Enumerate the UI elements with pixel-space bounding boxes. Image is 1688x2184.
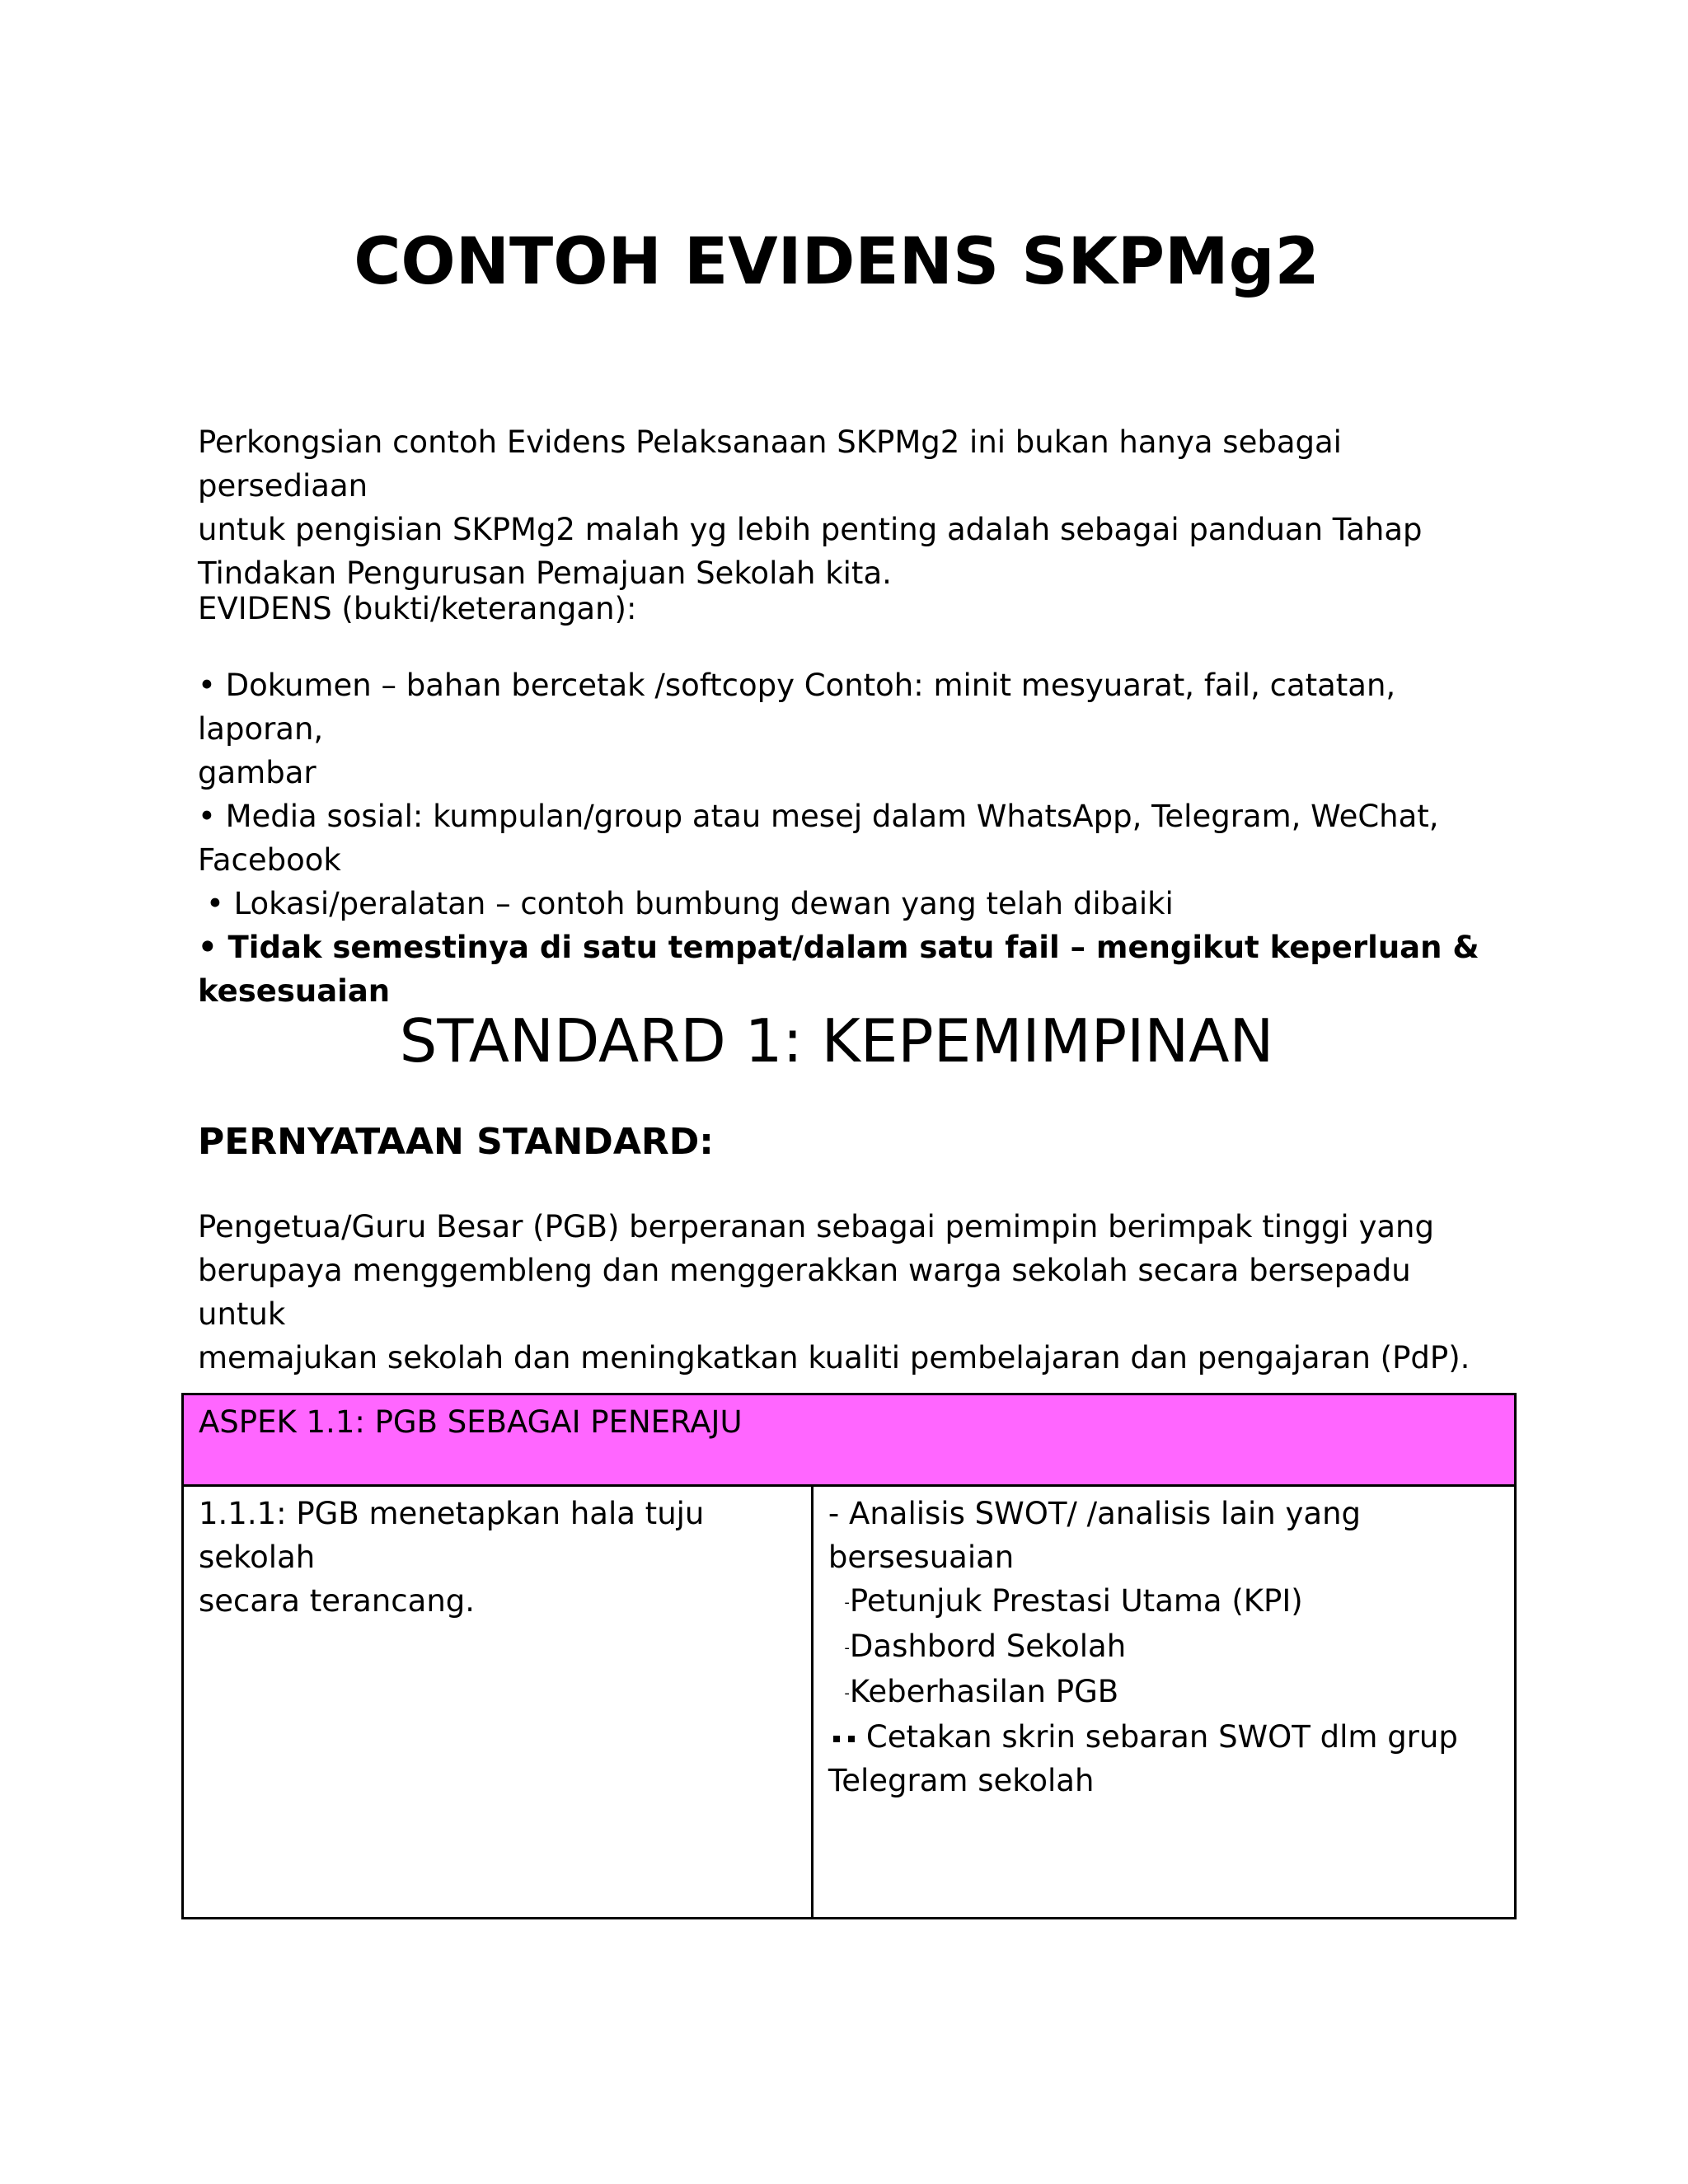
intro-line: Tindakan Pengurusan Pemajuan Sekolah kita. — [198, 555, 892, 591]
bullet-media-sosial-cont: Facebook — [198, 842, 341, 878]
bullet-lokasi-row — [198, 882, 1500, 926]
intro-paragraph — [198, 420, 1500, 595]
criteria-line: secara terancang. — [199, 1583, 476, 1619]
aspect-label: ASPEK 1.1: PGB SEBAGAI PENERAJU — [199, 1404, 743, 1440]
evidence-item-label: Petunjuk Prestasi Utama (KPI) — [849, 1583, 1303, 1619]
evidence-item-cetakan — [828, 1715, 1499, 1759]
evidence-item-dashbord — [828, 1624, 1499, 1670]
evidence-line: bersesuaian — [828, 1540, 1015, 1575]
bullet-dokumen: • Dokumen – bahan bercetak /softcopy Contoh: minit mesyuarat, fail, catatan, laporan, — [198, 668, 1396, 747]
pernyataan-heading: PERNYATAAN STANDARD: — [198, 1121, 714, 1163]
criteria-cell — [183, 1486, 813, 1919]
aspect-header-cell — [183, 1394, 1516, 1486]
evidens-heading: EVIDENS (bukti/keterangan): — [198, 591, 637, 626]
table-row — [183, 1486, 1516, 1919]
dash-marker: - — [844, 1594, 850, 1611]
statement-line: Pengetua/Guru Besar (PGB) berperanan sebagai pemimpin berimpak tinggi yang — [198, 1209, 1434, 1244]
statement-line: memajukan sekolah dan meningkatkan kualiti pembelajaran dan pengajaran (PdP). — [198, 1340, 1470, 1376]
standard-heading: STANDARD 1: KEPEMIMPINAN — [399, 1006, 1274, 1076]
bullet-tidak-semestinya: • Tidak semestinya di satu tempat/dalam satu fail – mengikut keperluan & — [198, 930, 1479, 965]
evidence-item-kpi — [828, 1579, 1499, 1624]
double-square-bullet-icon — [828, 1731, 866, 1747]
evidence-line: - Analisis SWOT/ /analisis lain yang — [828, 1496, 1362, 1531]
aspect-table — [181, 1393, 1517, 1919]
intro-line: Perkongsian contoh Evidens Pelaksanaan SKPMg2 ini bukan hanya sebagai persediaan — [198, 424, 1342, 504]
evidence-bullet-list — [198, 663, 1500, 1013]
aspect-header-row — [183, 1394, 1516, 1486]
bullet-lokasi: • Lokasi/peralatan – contoh bumbung dewan yang telah dibaiki — [206, 886, 1174, 921]
statement-line: berupaya menggembleng dan menggerakkan warga sekolah secara bersepadu untuk — [198, 1253, 1411, 1332]
evidence-item-label: Dashbord Sekolah — [849, 1629, 1127, 1664]
evidence-cell — [812, 1486, 1515, 1919]
dash-marker: - — [844, 1639, 850, 1657]
criteria-line: 1.1.1: PGB menetapkan hala tuju sekolah — [199, 1496, 705, 1575]
standard-statement — [198, 1205, 1500, 1380]
dash-marker: - — [844, 1685, 850, 1702]
bullet-tidak-semestinya-cont: kesesuaian — [198, 973, 391, 1009]
evidence-item-label: Keberhasilan PGB — [849, 1674, 1119, 1709]
bullet-media-sosial: • Media sosial: kumpulan/group atau mesej dalam WhatsApp, Telegram, WeChat, — [198, 799, 1439, 834]
evidence-item-label: Cetakan skrin sebaran SWOT dlm grup — [865, 1719, 1458, 1755]
evidence-line: Telegram sekolah — [828, 1763, 1095, 1798]
bullet-dokumen-cont: gambar — [198, 755, 316, 790]
document-title: CONTOH EVIDENS SKPMg2 — [354, 225, 1320, 299]
intro-line: untuk pengisian SKPMg2 malah yg lebih penting adalah sebagai panduan Tahap — [198, 512, 1423, 547]
evidence-item-keberhasilan — [828, 1670, 1499, 1715]
